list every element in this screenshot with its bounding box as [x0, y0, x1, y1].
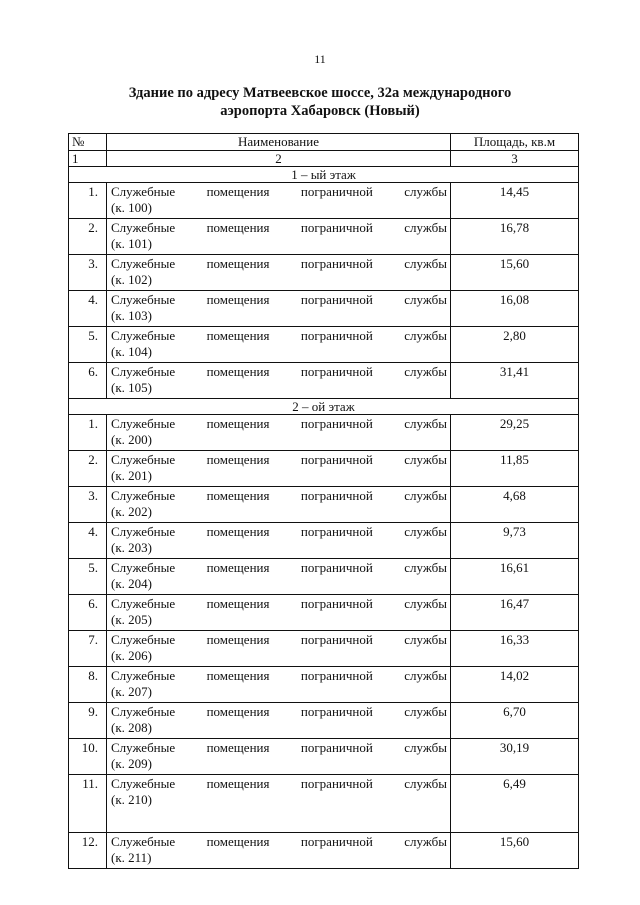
row-area: 30,19 [451, 739, 579, 775]
row-name-words [111, 776, 447, 792]
name-word: службы [404, 524, 447, 539]
row-name [107, 703, 451, 739]
table-row [69, 523, 579, 559]
row-name-words [111, 256, 447, 272]
row-number: 12. [69, 833, 107, 869]
row-area: 6,49 [451, 775, 579, 833]
row-number: 1. [69, 415, 107, 451]
name-word: Служебные [111, 416, 176, 431]
name-word: помещения [206, 596, 270, 611]
row-name-words [111, 560, 447, 576]
row-area: 9,73 [451, 523, 579, 559]
row-name [107, 595, 451, 631]
table-row [69, 559, 579, 595]
table-row [69, 667, 579, 703]
name-word: службы [404, 256, 447, 271]
room-number: (к. 211) [111, 850, 152, 865]
row-number: 2. [69, 451, 107, 487]
row-area: 29,25 [451, 415, 579, 451]
name-word: Служебные [111, 220, 176, 235]
table-row [69, 327, 579, 363]
room-number: (к. 206) [111, 648, 152, 663]
table-row [69, 833, 579, 869]
row-name [107, 487, 451, 523]
row-number: 5. [69, 559, 107, 595]
room-number: (к. 202) [111, 504, 152, 519]
column-index-row [69, 151, 579, 167]
floor-title: 1 – ый этаж [69, 167, 579, 183]
name-word: помещения [206, 488, 270, 503]
row-name [107, 327, 451, 363]
room-number: (к. 205) [111, 612, 152, 627]
name-word: Служебные [111, 524, 176, 539]
row-name-words [111, 184, 447, 200]
name-word: Служебные [111, 740, 176, 755]
name-word: помещения [206, 220, 270, 235]
name-word: Служебные [111, 834, 176, 849]
name-word: помещения [206, 364, 270, 379]
table-row [69, 631, 579, 667]
room-number: (к. 207) [111, 684, 152, 699]
name-word: помещения [206, 668, 270, 683]
name-word: пограничной [300, 256, 373, 271]
room-number: (к. 208) [111, 720, 152, 735]
name-word: службы [404, 668, 447, 683]
row-area: 31,41 [451, 363, 579, 399]
row-number: 3. [69, 487, 107, 523]
name-word: службы [404, 416, 447, 431]
room-number: (к. 203) [111, 540, 152, 555]
row-name [107, 291, 451, 327]
row-name-words [111, 524, 447, 540]
room-number: (к. 100) [111, 200, 152, 215]
row-area: 4,68 [451, 487, 579, 523]
row-area: 16,61 [451, 559, 579, 595]
table-row [69, 739, 579, 775]
name-word: помещения [206, 292, 270, 307]
name-word: помещения [206, 416, 270, 431]
row-name [107, 451, 451, 487]
name-word: помещения [206, 740, 270, 755]
row-number: 2. [69, 219, 107, 255]
page-number: 11 [314, 52, 326, 66]
room-number: (к. 201) [111, 468, 152, 483]
row-area: 15,60 [451, 255, 579, 291]
name-word: помещения [206, 704, 270, 719]
name-word: пограничной [300, 292, 373, 307]
title-line-2: аэропорта Хабаровск (Новый) [220, 103, 420, 119]
name-word: помещения [206, 560, 270, 575]
name-word: помещения [206, 524, 270, 539]
row-name [107, 415, 451, 451]
name-word: службы [404, 452, 447, 467]
row-name [107, 255, 451, 291]
header-num: № [69, 134, 107, 151]
row-area: 6,70 [451, 703, 579, 739]
table-row [69, 775, 579, 833]
row-number: 6. [69, 363, 107, 399]
row-name-words [111, 834, 447, 850]
name-word: службы [404, 632, 447, 647]
name-word: пограничной [300, 632, 373, 647]
row-number: 6. [69, 595, 107, 631]
name-word: Служебные [111, 632, 176, 647]
room-number: (к. 210) [111, 792, 152, 807]
room-number: (к. 105) [111, 380, 152, 395]
name-word: пограничной [300, 220, 373, 235]
table-row [69, 415, 579, 451]
name-word: Служебные [111, 488, 176, 503]
name-word: службы [404, 560, 447, 575]
row-name-words [111, 220, 447, 236]
name-word: помещения [206, 328, 270, 343]
row-name [107, 183, 451, 219]
room-number: (к. 103) [111, 308, 152, 323]
table-row [69, 183, 579, 219]
name-word: Служебные [111, 184, 176, 199]
name-word: Служебные [111, 328, 176, 343]
name-word: службы [404, 704, 447, 719]
row-area: 16,33 [451, 631, 579, 667]
table-row [69, 451, 579, 487]
row-name [107, 523, 451, 559]
row-area: 11,85 [451, 451, 579, 487]
row-number: 4. [69, 291, 107, 327]
table-row [69, 363, 579, 399]
row-name-words [111, 632, 447, 648]
name-word: пограничной [300, 596, 373, 611]
name-word: помещения [206, 834, 270, 849]
table-row [69, 219, 579, 255]
name-word: пограничной [300, 834, 373, 849]
row-number: 1. [69, 183, 107, 219]
name-word: службы [404, 740, 447, 755]
name-word: пограничной [300, 776, 373, 791]
name-word: Служебные [111, 668, 176, 683]
column-index-1: 1 [69, 151, 107, 167]
table-row [69, 487, 579, 523]
row-name-words [111, 364, 447, 380]
name-word: Служебные [111, 704, 176, 719]
table-row [69, 703, 579, 739]
name-word: службы [404, 328, 447, 343]
room-number: (к. 101) [111, 236, 152, 251]
room-number: (к. 209) [111, 756, 152, 771]
name-word: пограничной [300, 740, 373, 755]
header-area: Площадь, кв.м [451, 134, 579, 151]
row-name [107, 833, 451, 869]
name-word: пограничной [300, 364, 373, 379]
floor-title: 2 – ой этаж [69, 399, 579, 415]
name-word: пограничной [300, 184, 373, 199]
name-word: Служебные [111, 364, 176, 379]
row-number: 4. [69, 523, 107, 559]
row-name-words [111, 416, 447, 432]
column-index-3: 3 [451, 151, 579, 167]
premises-table [68, 133, 579, 869]
header-name: Наименование [107, 134, 451, 151]
row-name-words [111, 596, 447, 612]
row-number: 7. [69, 631, 107, 667]
table-row [69, 291, 579, 327]
column-index-2: 2 [107, 151, 451, 167]
row-number: 3. [69, 255, 107, 291]
row-area: 16,78 [451, 219, 579, 255]
name-word: пограничной [300, 560, 373, 575]
row-area: 2,80 [451, 327, 579, 363]
name-word: Служебные [111, 776, 176, 791]
name-word: службы [404, 488, 447, 503]
name-word: Служебные [111, 560, 176, 575]
row-area: 14,45 [451, 183, 579, 219]
row-name-words [111, 452, 447, 468]
row-name [107, 631, 451, 667]
name-word: службы [404, 292, 447, 307]
row-name [107, 739, 451, 775]
title-line-1: Здание по адресу Матвеевское шоссе, 32а международного [128, 85, 512, 101]
row-number: 8. [69, 667, 107, 703]
row-name-words [111, 488, 447, 504]
name-word: пограничной [300, 668, 373, 683]
row-number: 10. [69, 739, 107, 775]
row-name [107, 219, 451, 255]
name-word: службы [404, 364, 447, 379]
room-number: (к. 200) [111, 432, 152, 447]
name-word: пограничной [300, 488, 373, 503]
name-word: помещения [206, 632, 270, 647]
row-name [107, 559, 451, 595]
row-name-words [111, 704, 447, 720]
name-word: Служебные [111, 452, 176, 467]
name-word: службы [404, 220, 447, 235]
name-word: помещения [206, 776, 270, 791]
name-word: помещения [206, 256, 270, 271]
name-word: пограничной [300, 524, 373, 539]
table-row [69, 255, 579, 291]
name-word: службы [404, 596, 447, 611]
row-name [107, 667, 451, 703]
name-word: службы [404, 776, 447, 791]
name-word: Служебные [111, 596, 176, 611]
table-header-row [69, 134, 579, 151]
name-word: пограничной [300, 704, 373, 719]
name-word: Служебные [111, 292, 176, 307]
table-row [69, 595, 579, 631]
row-area: 16,08 [451, 291, 579, 327]
row-name-words [111, 740, 447, 756]
row-number: 9. [69, 703, 107, 739]
room-number: (к. 104) [111, 344, 152, 359]
row-name [107, 775, 451, 833]
name-word: пограничной [300, 416, 373, 431]
row-name [107, 363, 451, 399]
name-word: пограничной [300, 328, 373, 343]
row-name-words [111, 668, 447, 684]
row-number: 11. [69, 775, 107, 833]
name-word: помещения [206, 452, 270, 467]
floor-heading-row [69, 399, 579, 415]
row-area: 15,60 [451, 833, 579, 869]
row-area: 16,47 [451, 595, 579, 631]
name-word: Служебные [111, 256, 176, 271]
document-title [0, 84, 640, 120]
name-word: службы [404, 184, 447, 199]
row-area: 14,02 [451, 667, 579, 703]
name-word: пограничной [300, 452, 373, 467]
room-number: (к. 102) [111, 272, 152, 287]
name-word: службы [404, 834, 447, 849]
row-name-words [111, 328, 447, 344]
room-number: (к. 204) [111, 576, 152, 591]
row-number: 5. [69, 327, 107, 363]
name-word: помещения [206, 184, 270, 199]
floor-heading-row [69, 167, 579, 183]
row-name-words [111, 292, 447, 308]
